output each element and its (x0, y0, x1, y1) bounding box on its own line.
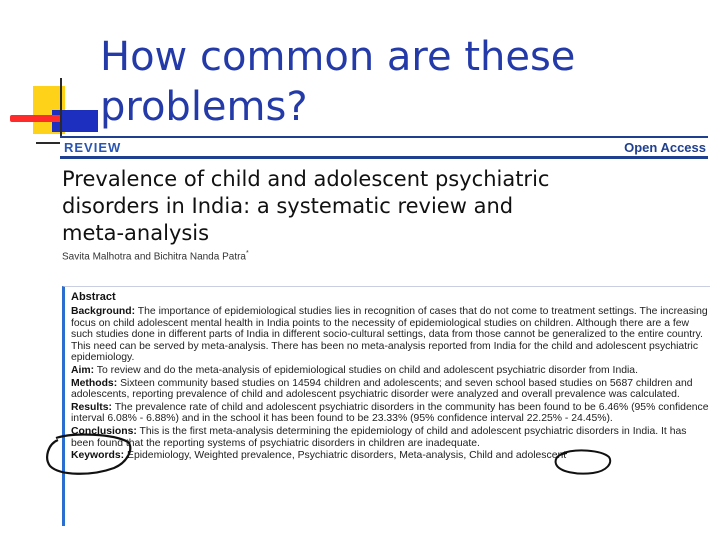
abstract-heading: Abstract (71, 291, 116, 303)
review-header-bar (60, 136, 708, 159)
slide-title-line-2: problems? (100, 84, 308, 130)
aim-text: To review and do the meta-analysis of epidemiological studies on child and adolescent psychiatric disorder from India. (94, 364, 638, 376)
keywords-text: Epidemiology, Weighted prevalence, Psychiatric disorders, Meta-analysis, Child and adolescent (124, 450, 567, 462)
aim-label: Aim: (71, 364, 95, 376)
abstract-conclusions (71, 426, 710, 449)
article-title-line-2: disorders in India: a systematic review and (62, 194, 514, 218)
article-screenshot (60, 134, 710, 526)
article-title-line-1: Prevalence of child and adolescent psychiatric (62, 167, 550, 191)
article-authors (62, 250, 249, 262)
decorative-red-bar (10, 115, 62, 122)
abstract-background (71, 306, 710, 364)
corresponding-author-mark: * (246, 250, 249, 257)
methods-text: Sixteen community based studies on 14594 children and adolescents; and seven school based studies on 5687 children and adolescents, reporting prevalence of child and adolescent psychiatric disorder were analyzed and overall prevalence was calculated. (71, 377, 693, 401)
authors-text: Savita Malhotra and Bichitra Nanda Patra (62, 251, 246, 263)
background-label: Background: (71, 306, 136, 317)
abstract-box (62, 286, 710, 526)
conclusions-text: This is the first meta-analysis determining the epidemiology of child and adolescent psychiatric disorders in India. It has been found that the reporting systems of psychiatric disorders in children are inadequate. (71, 425, 687, 449)
slide-title (100, 32, 700, 132)
keywords-label: Keywords: (71, 450, 125, 462)
abstract-keywords (71, 450, 710, 462)
results-text: The prevalence rate of child and adolescent psychiatric disorders in the community has been found to be 6.46% (95% confidence interval 6.08% - 6.88%) and in the school it has been found to be 23.33% (95% confidence interval 22.25% - 24.45%). (71, 401, 709, 425)
conclusions-label: Conclusions: (71, 425, 137, 437)
results-label: Results: (71, 401, 112, 413)
article-title-line-3: meta-analysis (62, 221, 210, 245)
section-label: REVIEW (64, 139, 122, 155)
abstract-methods (71, 378, 710, 401)
slide-title-line-1: How common are these (100, 34, 576, 80)
methods-label: Methods: (71, 377, 118, 389)
abstract-results (71, 402, 710, 425)
background-text: The importance of epidemiological studies lies in recognition of cases that do not come to treatment settings. The increasing focus on child adolescent mental health in India points to the necessity of epidemiological studies on children. Although there are a few such studies done in different parts of India in different socio-cultural settings, data from those cannot be generalized to the entire country. This need can be served by meta-analysis. There has been no meta-analysis reported from India for the child and adolescent psychiatric epidemiology. (71, 306, 708, 364)
abstract-aim (71, 365, 710, 377)
article-title (62, 166, 702, 247)
open-access-label: Open Access (624, 139, 706, 155)
